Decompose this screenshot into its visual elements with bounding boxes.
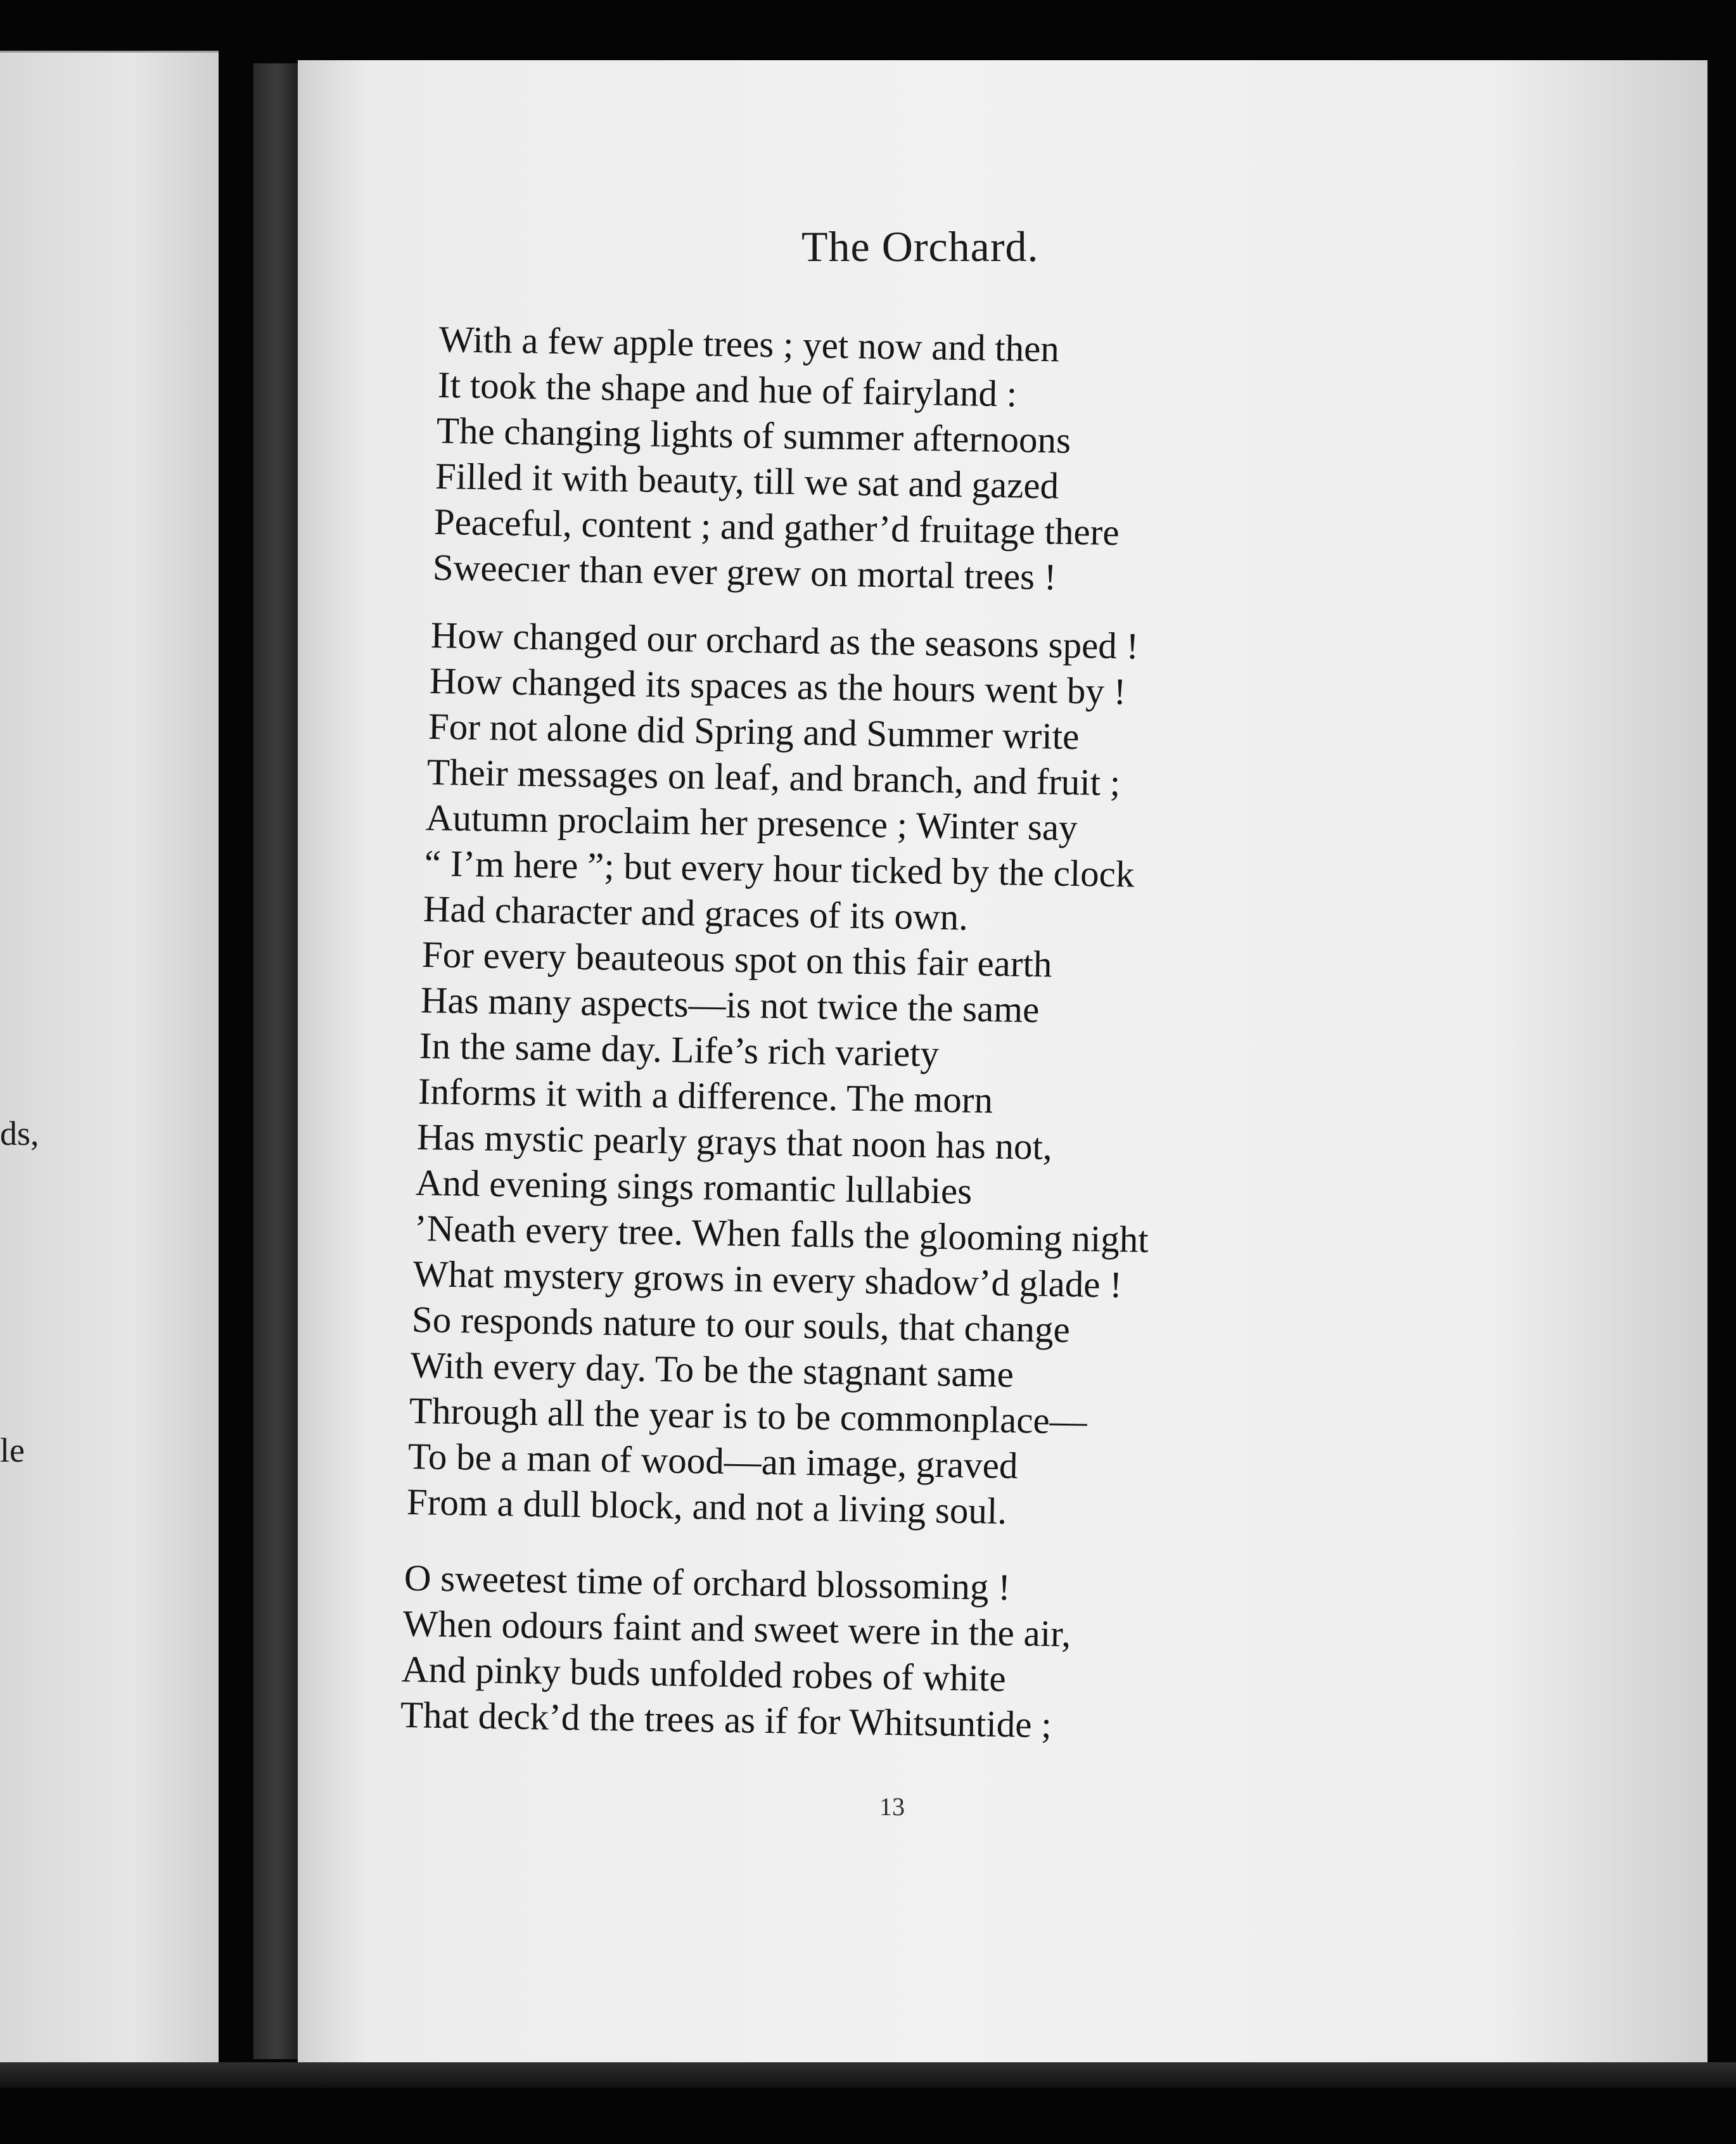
poem-line: In the same day. Life’s rich variety — [419, 1024, 940, 1075]
poem-line: When odours faint and sweet were in the air, — [402, 1602, 1071, 1655]
poem-line: Their messages on leaf, and branch, and fruit ; — [426, 751, 1121, 804]
poem-line: It took the shape and hue of fairyland : — [437, 364, 1018, 415]
poem-line: Has mystic pearly grays that noon has not, — [416, 1116, 1053, 1168]
left-page-fragment: le — [0, 1431, 25, 1469]
poem-line: And evening sings romantic lullabies — [415, 1161, 973, 1212]
poem-line: That deck’d the trees as if for Whitsuntide ; — [400, 1694, 1052, 1746]
poem-line: What mystery grows in every shadow’d glade ! — [412, 1253, 1123, 1306]
poem-line: How changed our orchard as the seasons sped ! — [430, 614, 1139, 667]
poem-line: So responds nature to our souls, that change — [411, 1298, 1071, 1351]
poem-line: ’Neath every tree. When falls the glooming night — [414, 1207, 1149, 1261]
poem-line: O sweetest time of orchard blossoming ! — [404, 1557, 1011, 1609]
poem-line: For every beauteous spot on this fair earth — [421, 933, 1052, 985]
poem-line: Has many aspects—is not twice the same — [420, 979, 1040, 1031]
poem-line: With a few apple trees ; yet now and then — [438, 318, 1060, 370]
poem-line: To be a man of wood—an image, graved — [407, 1435, 1018, 1487]
page-number: 13 — [879, 1792, 905, 1821]
book-gutter — [253, 63, 301, 2059]
poem-line: For not alone did Spring and Summer write — [428, 705, 1080, 758]
poem-line: Informs it with a difference. The morn — [418, 1070, 993, 1121]
left-page — [0, 51, 219, 2064]
poem-line: And pinky buds unfolded robes of white — [401, 1648, 1007, 1699]
book-bottom-edge — [0, 2062, 1736, 2088]
poem-line: With every day. To be the stagnant same — [410, 1344, 1014, 1395]
poem-line: Autumn proclaim her presence ; Winter say — [425, 796, 1078, 849]
poem-line: Filled it with beauty, till we sat and gazed — [435, 455, 1059, 507]
poem-line: Through all the year is to be commonplace— — [409, 1389, 1088, 1442]
left-page-fragment: ds, — [0, 1114, 39, 1152]
poem-line: Peaceful, content ; and gather’d fruitage there — [433, 501, 1120, 553]
poem-line: “ I’m here ”; but every hour ticked by the clock — [424, 842, 1135, 895]
poem-line: From a dull block, and not a living soul. — [406, 1481, 1007, 1532]
poem-line: How changed its spaces as the hours went by ! — [429, 660, 1126, 713]
poem-line: Sweeсıer than ever grew on mortal trees ! — [432, 546, 1057, 598]
page-title: The Orchard. — [801, 222, 1039, 271]
poem-line: The changing lights of summer afternoons — [436, 409, 1071, 461]
poem-line: Had character and graces of its own. — [423, 888, 969, 938]
